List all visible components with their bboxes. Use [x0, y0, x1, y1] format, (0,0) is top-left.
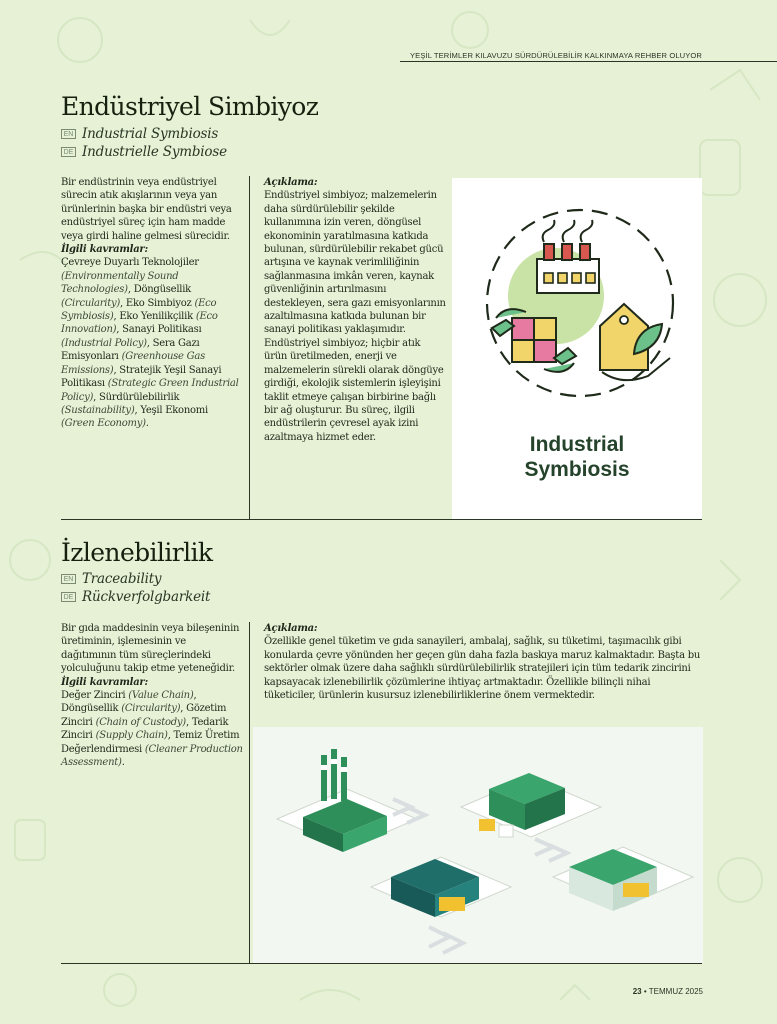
industrial-symbiosis-illustration: [452, 178, 702, 519]
section-title-industrial-symbiosis: Endüstriyel Simbiyoz: [61, 92, 319, 121]
lang-term-de: Rückverfolgbarkeit: [82, 589, 211, 605]
lang-row-de: [61, 589, 210, 605]
lang-term-en: Traceability: [82, 571, 162, 587]
page-number: 23: [632, 987, 642, 996]
supply-chain-icon: [253, 727, 703, 963]
column-divider: [249, 176, 250, 520]
related-term: Temiz Üretim Değerlendirmesi: [61, 730, 240, 755]
related-term: Çevreye Duyarlı Teknolojiler: [61, 257, 199, 269]
lang-code-en: EN: [61, 129, 76, 139]
related-term: Gözetim Zinciri: [61, 703, 227, 728]
related-term: Tedarik Zinciri: [61, 716, 229, 742]
related-term: Yeşil Ekonomi: [140, 404, 208, 416]
explanation-column: [264, 622, 704, 702]
industrial-symbiosis-icon: [452, 178, 702, 428]
related-term: Eko Simbiyoz: [125, 297, 192, 309]
related-label: İlgili kavramlar:: [61, 244, 148, 256]
explanation-text: Özellikle genel tüketim ve gıda sanayileri, ambalaj, sağlık, su tüketimi, taşımacılık gibi konularda çevre yönünden her geçen gün daha fazla baskıya maruz kalmaktadır. Başta bu sektörler olmak üzere daha sağlıklı sürdürülebilirlik stratejileri için tüm tedarik zincirini kapsayacak izlenebilirlik çözümlerine ihtiyaç artmaktadır. Özellikle bilinçli nihai tüketiciler, ürünlerin kusursuz izlenebilirliklerine önem vermektedir.: [264, 636, 701, 702]
related-term: Sürdürülebilirlik: [99, 391, 180, 403]
supply-chain-illustration: [253, 727, 703, 963]
bottom-rule: [61, 963, 702, 964]
lang-code-en: EN: [61, 574, 76, 584]
definition-text: Bir endüstrinin veya endüstriyel sürecin atık akışlarının veya yan ürünlerinin başka bir endüstri veya endüstriyel süreç için ham madde veya girdi haline gelmesi sürecidir.: [61, 177, 232, 242]
definition-text: Bir gıda maddesinin veya bileşeninin üretiminin, işlemesinin ve dağıtımının tüm süreçlerindeki yolculuğunu takip etme yeteneğidir.: [61, 623, 240, 675]
lang-row-de: [61, 144, 227, 160]
related-terms: Değer Zinciri (Value Chain), Döngüsellik (Circularity), Gözetim Zinciri (Chain of Custody), Tedarik Zinciri (Supply Chain), Temiz Üretim Değerlendirmesi (Cleaner Production Assessment).: [61, 690, 243, 769]
issue-date: TEMMUZ 2025: [648, 987, 703, 996]
lang-term-de: Industrielle Symbiose: [82, 144, 227, 160]
running-header: YEŞİL TERİMLER KILAVUZU SÜRDÜRÜLEBİLİR KALKINMAYA REHBER OLUYOR: [410, 51, 702, 60]
illustration-caption-line1: Industrial: [529, 433, 625, 456]
related-term: Döngüsellik: [133, 284, 191, 296]
related-term: Döngüsellik: [61, 703, 119, 715]
related-term: Sanayi Politikası: [122, 324, 202, 336]
related-term: Değer Zinciri: [61, 690, 126, 702]
column-divider: [249, 622, 250, 964]
lang-term-en: Industrial Symbiosis: [82, 126, 219, 142]
related-label: İlgili kavramlar:: [61, 676, 148, 688]
lang-row-en: [61, 126, 218, 142]
footer-bullet: •: [643, 987, 647, 996]
lang-code-de: DE: [61, 147, 76, 157]
related-term: Eko Yenilikçilik: [119, 311, 193, 323]
illustration-caption-line2: Symbiosis: [524, 458, 630, 481]
definition-column: [61, 622, 243, 769]
header-rule: [400, 61, 777, 62]
related-terms: Çevreye Duyarlı Teknolojiler (Environmentally Sound Technologies), Döngüsellik (Circularity), Eko Simbiyoz (Eco Symbiosis), Eko Yenilikçilik (Eco Innovation), Sanayi Politikası (Industrial Policy), Sera Gazı Emisyonları (Greenhouse Gas Emissions), Stratejik Yeşil Sanayi Politikası (Strategic Green Industrial Policy), Sürdürülebilirlik (Sustainability), Yeşil Ekonomi (Green Economy).: [61, 257, 239, 430]
explanation-text: Endüstriyel simbiyoz; malzemelerin daha sürdürülebilir şekilde kullanımına izin veren, döngüsel ekonominin yaratılmasına katkıda bulunan, sürdürülebilir rekabet gücü artışına ve kaynak verimliliğinin sağlanmasına imkân veren, kaynak güvenliğinin artırılmasını destekleyen, sera gazı emisyonlarının azaltılmasına katkıda bulunan bir sanayi politikası yaklaşımıdır. Endüstriyel simbiyoz; hiçbir atık ürün üretilmeden, enerji ve malzemelerin sürekli olarak döngüye girdiği, ekolojik sistemlerin işleyişini taklit etmeye çalışan birbirine bağlı bir ağ oluşturur. Bu süreç, ilgili endüstrilerin çevresel ayak izini azaltmaya hizmet eder.: [264, 190, 446, 443]
section-title-traceability: İzlenebilirlik: [61, 538, 213, 567]
section-divider: [61, 519, 702, 520]
explanation-label: Açıklama:: [264, 623, 318, 634]
related-term: Stratejik Yeşil Sanayi Politikası: [61, 364, 222, 390]
page-footer: [633, 987, 703, 996]
lang-code-de: DE: [61, 592, 76, 602]
definition-column: [61, 176, 243, 431]
explanation-column: [264, 176, 446, 444]
explanation-label: Açıklama:: [264, 177, 318, 188]
lang-row-en: [61, 571, 161, 587]
related-term: Sera Gazı Emisyonları: [61, 337, 200, 363]
